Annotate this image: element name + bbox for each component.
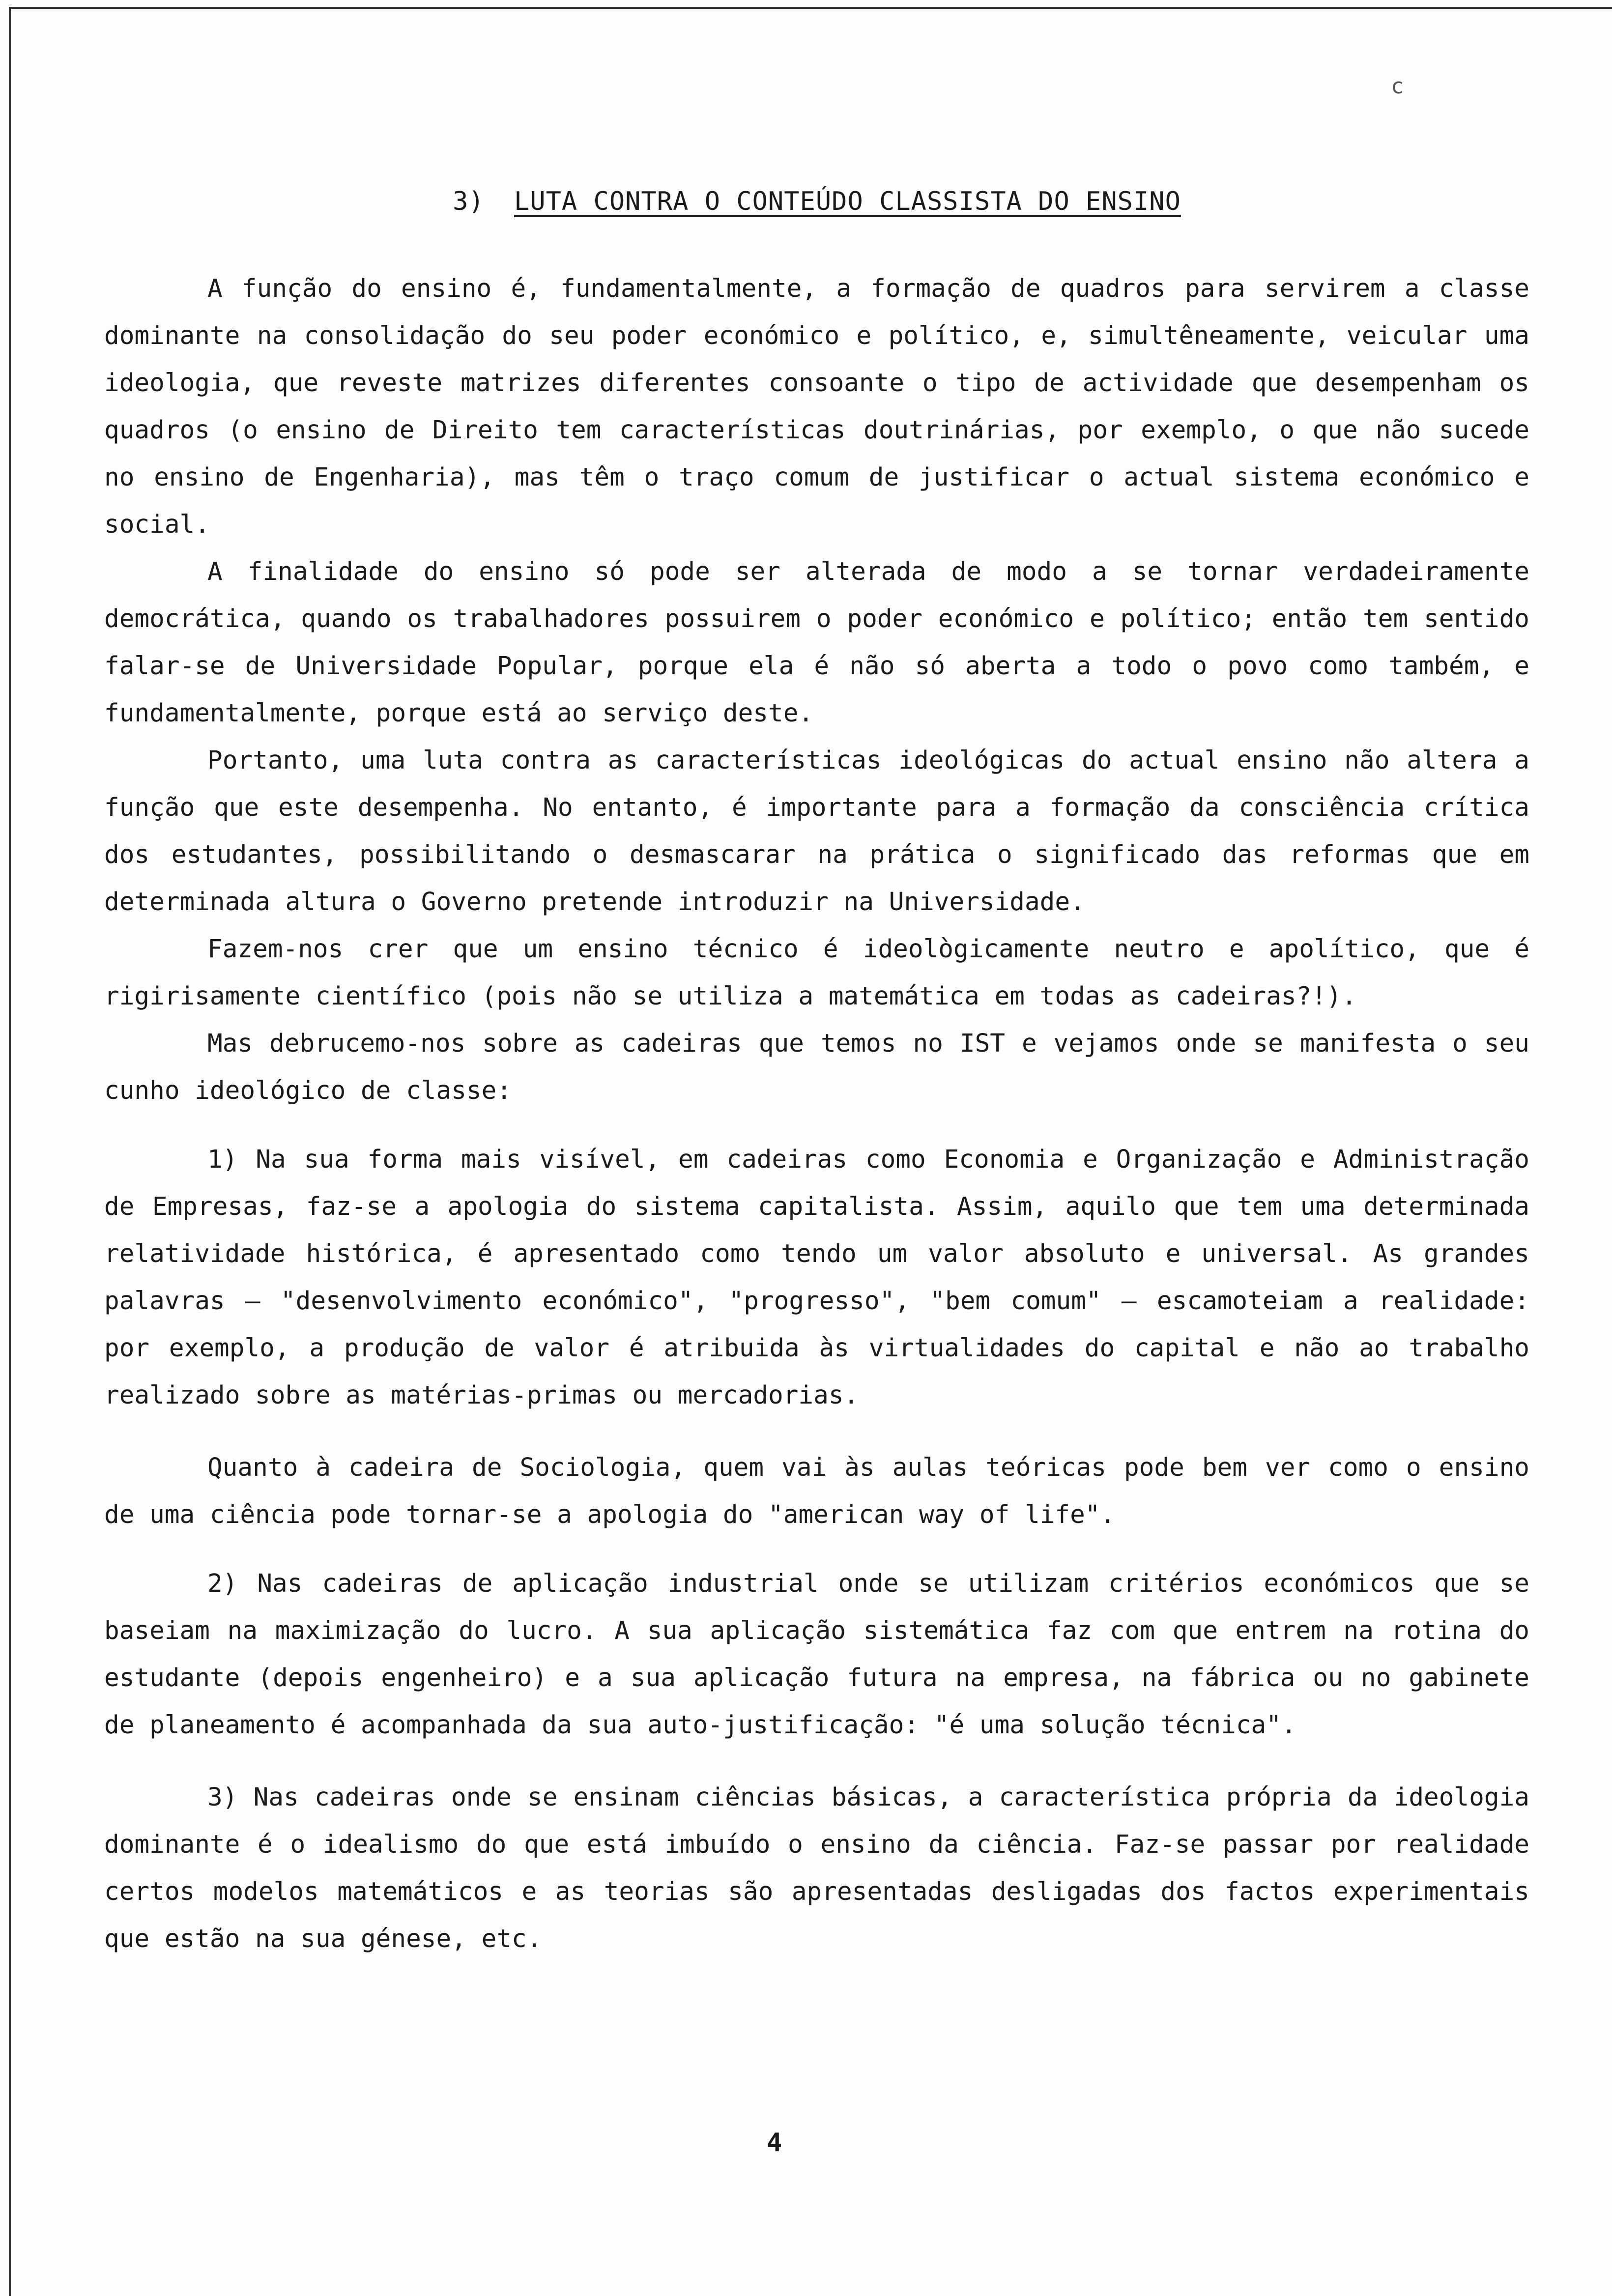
list-item-3: 3) Nas cadeiras onde se ensinam ciências básicas, a característica própria da ideologia dominante é o idealismo do que está imbuído o ensino da ciência. Faz-se passar por realidade certos modelos matemáticos e as teorias são apresentadas desligadas dos factos experimentais que estão na sua génese, etc. (104, 1783, 1529, 1953)
document-body (104, 187, 1529, 1988)
paragraph: A finalidade do ensino só pode ser alterada de modo a se tornar verdadeiramente democrática, quando os trabalhadores possuirem o poder económico e político; então tem sentido falar-se de Universidade Popular, porque ela é não só aberta a todo o povo como também, e fundamentalmente, porque está ao serviço deste. (104, 557, 1529, 728)
paragraph: Fazem-nos crer que um ensino técnico é ideològicamente neutro e apolítico, que é rigirisamente científico (pois não se utiliza a matemática em todas as cadeiras?!). (104, 935, 1529, 1011)
list-item-1: 1) Na sua forma mais visível, em cadeiras como Economia e Organização e Administração de Empresas, faz-se a apologia do sistema capitalista. Assim, aquilo que tem uma determinada relatividade histórica, é apresentado como tendo um valor absoluto e universal. As grandes palavras — "desenvolvimento económico", "progresso", "bem comum" — escamoteiam a realidade: por exemplo, a produção de valor é atribuida às virtualidades do capital e não ao trabalho realizado sobre as matérias-primas ou mercadorias. (104, 1145, 1529, 1410)
page-number: 4 (767, 2128, 782, 2157)
section-heading (104, 187, 1529, 216)
paragraph: Mas debrucemo-nos sobre as cadeiras que temos no IST e vejamos onde se manifesta o seu cunho ideológico de classe: (104, 1029, 1529, 1105)
list-item-2: 2) Nas cadeiras de aplicação industrial onde se utilizam critérios económicos que se baseiam na maximização do lucro. A sua aplicação sistemática faz com que entrem na rotina do estudante (depois engenheiro) e a sua aplicação futura na empresa, na fábrica ou no gabinete de planeamento é acompanhada da sua auto-justificação: "é uma solução técnica". (104, 1569, 1529, 1740)
heading-number: 3) (453, 187, 485, 216)
heading-title: LUTA CONTRA O CONTEÚDO CLASSISTA DO ENSINO (514, 187, 1181, 216)
paragraph: Portanto, uma luta contra as características ideológicas do actual ensino não altera a função que este desempenha. No entanto, é importante para a formação da consciência crítica dos estudantes, possibilitando o desmascarar na prática o significado das reformas que em determinada altura o Governo pretende introduzir na Universidade. (104, 746, 1529, 917)
paragraph: A função do ensino é, fundamentalmente, a formação de quadros para servirem a classe dominante na consolidação do seu poder económico e político, e, simultêneamente, veicular uma ideologia, que reveste matrizes diferentes consoante o tipo de actividade que desempenham os quadros (o ensino de Direito tem características doutrinárias, por exemplo, o que não sucede no ensino de Engenharia), mas têm o traço comum de justificar o actual sistema económico e social. (104, 274, 1529, 539)
corner-mark: c (1391, 74, 1404, 99)
list-item-1-followup: Quanto à cadeira de Sociologia, quem vai às aulas teóricas pode bem ver como o ensino de uma ciência pode tornar-se a apologia do "american way of life". (104, 1453, 1529, 1529)
